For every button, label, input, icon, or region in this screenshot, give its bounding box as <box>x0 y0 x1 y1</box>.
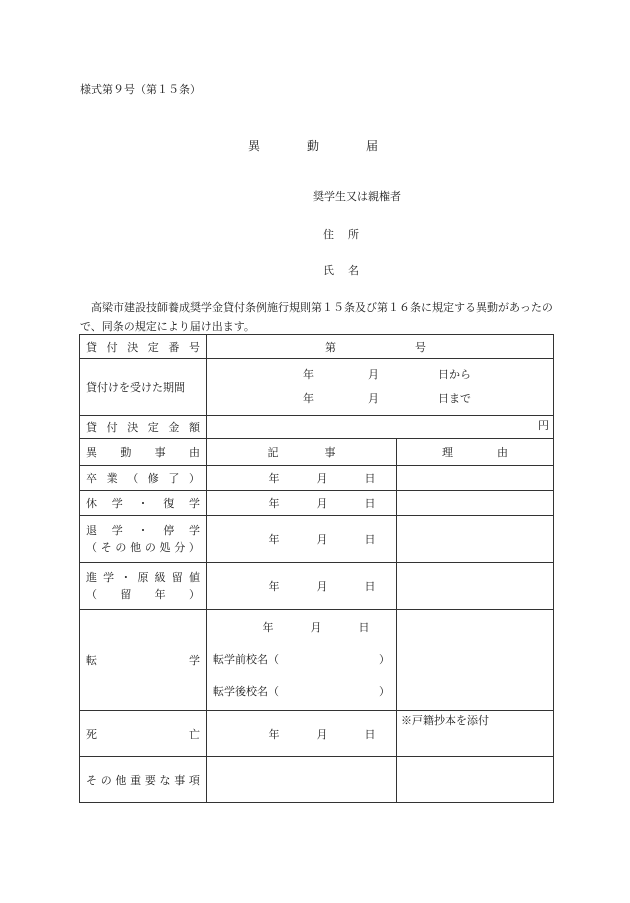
name-char: 氏 <box>323 264 334 277</box>
form-number: 様式第９号（第１５条） <box>80 83 201 96</box>
year-unit: 年 <box>268 497 280 510</box>
close-paren: ） <box>379 685 390 698</box>
label-char: ） <box>188 588 200 601</box>
title-char: 動 <box>306 139 319 153</box>
day-unit: 日 <box>364 727 376 741</box>
withdrawal-reason[interactable] <box>397 516 554 563</box>
label-char: の <box>144 541 156 554</box>
label-char: 進 <box>86 571 97 584</box>
leave-reason[interactable] <box>397 491 554 516</box>
body-text: 高梁市建設技師養成奨学金貸付条例施行規則第１５条及び第１６条に規定する異動があったので、同条の規定により届け出ます。 <box>80 301 553 333</box>
reason-header <box>397 439 554 466</box>
header-char: 事 <box>324 446 336 459</box>
label-char: 決 <box>127 421 139 434</box>
transfer-label <box>80 610 207 711</box>
year-unit: 年 <box>268 580 280 593</box>
day-unit: 日 <box>364 497 376 510</box>
retention-date[interactable] <box>207 563 397 610</box>
label-char: 業 <box>106 472 118 485</box>
label-char: 項 <box>188 773 200 787</box>
amount-label <box>80 416 207 439</box>
other-reason[interactable] <box>397 757 554 803</box>
label-char: 分 <box>174 541 186 554</box>
decision-number-label <box>80 335 207 359</box>
label-char: そ <box>86 773 97 787</box>
decision-number-field[interactable] <box>207 335 554 359</box>
label-char: ） <box>188 472 200 485</box>
label-char: 学 <box>189 654 200 667</box>
death-row <box>80 711 554 757</box>
graduation-row <box>80 466 554 491</box>
death-reason[interactable] <box>397 711 554 757</box>
month-unit: 月 <box>316 533 328 546</box>
label-char: ・ <box>120 571 132 584</box>
label-char: 貸 <box>86 421 97 434</box>
label-char: な <box>159 773 171 787</box>
decision-number-row <box>80 335 554 359</box>
label-char: 要 <box>144 773 156 787</box>
change-report-table <box>79 334 554 803</box>
label-char: 重 <box>130 773 142 787</box>
period-from-day: 日から <box>438 368 471 381</box>
after-school-label: 転学後校名（ <box>213 685 279 698</box>
graduation-label <box>80 466 207 491</box>
period-from-month: 月 <box>368 368 379 381</box>
address-char: 所 <box>348 228 359 241</box>
transfer-row <box>80 610 554 711</box>
number-suffix: 号 <box>415 340 426 354</box>
transfer-reason[interactable] <box>397 610 554 711</box>
title-char: 異 <box>248 139 261 153</box>
label-char: 決 <box>127 340 139 354</box>
label-char: 学 <box>111 497 123 510</box>
label-char: の <box>115 541 127 554</box>
document-title <box>248 137 378 154</box>
other-label <box>80 757 207 803</box>
graduation-reason[interactable] <box>397 466 554 491</box>
label-char: 定 <box>147 340 159 354</box>
yen-unit: 円 <box>538 419 549 432</box>
label-char: 停 <box>163 524 175 537</box>
label-char: 学 <box>103 571 115 584</box>
amount-row <box>80 416 554 439</box>
label-char: 転 <box>86 654 97 667</box>
label-char: 学 <box>189 524 200 537</box>
retention-reason[interactable] <box>397 563 554 610</box>
header-char: 記 <box>267 446 279 459</box>
label-char: 付 <box>106 340 118 354</box>
name-label <box>323 262 359 278</box>
label-char: 号 <box>188 340 200 354</box>
death-label <box>80 711 207 757</box>
day-unit: 日 <box>358 621 370 634</box>
label-char: 年 <box>154 588 166 601</box>
retention-row <box>80 563 554 610</box>
label-char: 死 <box>86 727 97 741</box>
reason-type-header <box>80 439 207 466</box>
month-unit: 月 <box>310 621 322 634</box>
label-char: 級 <box>154 571 166 584</box>
label-char: ・ <box>137 497 149 510</box>
withdrawal-label <box>80 516 207 563</box>
label-char: の <box>100 773 112 787</box>
record-header <box>207 439 397 466</box>
other-row <box>80 757 554 803</box>
period-field[interactable] <box>207 359 554 416</box>
withdrawal-row <box>80 516 554 563</box>
leave-label <box>80 491 207 516</box>
label-char: （ <box>127 472 139 485</box>
transfer-details[interactable] <box>207 610 397 711</box>
label-char: 修 <box>147 472 159 485</box>
month-unit: 月 <box>316 580 328 593</box>
label-char: 付 <box>106 421 118 434</box>
transfer-date <box>213 612 390 644</box>
withdrawal-date[interactable] <box>207 516 397 563</box>
label-char: 定 <box>147 421 159 434</box>
close-paren: ） <box>379 653 390 666</box>
label-char: 原 <box>137 571 149 584</box>
header-char: 異 <box>86 446 97 459</box>
month-unit: 月 <box>316 497 328 510</box>
label-char: 休 <box>86 497 97 510</box>
period-to-day: 日まで <box>438 392 471 405</box>
day-unit: 日 <box>364 580 376 593</box>
label-char: そ <box>100 541 112 554</box>
label-char: 事 <box>174 773 186 787</box>
label-char: 退 <box>86 524 97 537</box>
day-unit: 日 <box>364 472 376 485</box>
header-char: 由 <box>188 446 200 459</box>
death-date[interactable] <box>207 711 397 757</box>
label-char: 貸 <box>86 340 97 354</box>
label-char: 番 <box>168 340 180 354</box>
period-to-year: 年 <box>303 392 314 405</box>
transfer-before-school[interactable] <box>213 644 390 676</box>
label-char: 金 <box>168 421 180 434</box>
number-prefix: 第 <box>325 340 336 354</box>
label-char: 卒 <box>86 472 97 485</box>
label-char: 他 <box>115 773 127 787</box>
month-unit: 月 <box>316 472 328 485</box>
family-register-note: ※戸籍抄本を添付 <box>401 714 489 727</box>
label-char: 処 <box>159 541 171 554</box>
before-school-label: 転学前校名（ <box>213 653 279 666</box>
period-row <box>80 359 554 416</box>
leave-row <box>80 491 554 516</box>
label-char: 学 <box>189 497 200 510</box>
label-char: 学 <box>111 524 123 537</box>
leave-date[interactable] <box>207 491 397 516</box>
label-char: 了 <box>168 472 180 485</box>
label-char: 額 <box>188 421 200 434</box>
label-char: ・ <box>137 524 149 537</box>
year-unit: 年 <box>262 621 274 634</box>
other-record[interactable] <box>207 757 397 803</box>
applicant-role: 奨学生又は親権者 <box>313 190 401 203</box>
name-char: 名 <box>348 264 359 277</box>
label-char: 他 <box>130 541 142 554</box>
label-char: 復 <box>163 497 175 510</box>
retention-label <box>80 563 207 610</box>
year-unit: 年 <box>268 727 280 741</box>
title-char: 届 <box>365 139 378 153</box>
period-label: 貸付けを受けた期間 <box>80 359 207 416</box>
month-unit: 月 <box>316 727 328 741</box>
year-unit: 年 <box>268 533 280 546</box>
year-unit: 年 <box>268 472 280 485</box>
day-unit: 日 <box>364 533 376 546</box>
label-char: 留 <box>171 571 183 584</box>
label-char: 亡 <box>189 727 200 741</box>
header-char: 理 <box>442 446 453 459</box>
label-char: 留 <box>120 588 132 601</box>
label-char: ） <box>188 541 200 554</box>
label-char: （ <box>86 541 97 554</box>
period-from-year: 年 <box>303 368 314 381</box>
header-char: 事 <box>154 446 166 459</box>
graduation-date[interactable] <box>207 466 397 491</box>
amount-field[interactable] <box>207 416 554 439</box>
header-char: 動 <box>120 446 132 459</box>
address-char: 住 <box>323 228 334 241</box>
address-label <box>323 226 359 242</box>
period-to-month: 月 <box>368 392 379 405</box>
column-header-row <box>80 439 554 466</box>
header-char: 由 <box>497 446 508 459</box>
label-char: 値 <box>188 571 200 584</box>
transfer-after-school[interactable] <box>213 676 390 708</box>
label-char: （ <box>86 588 97 601</box>
